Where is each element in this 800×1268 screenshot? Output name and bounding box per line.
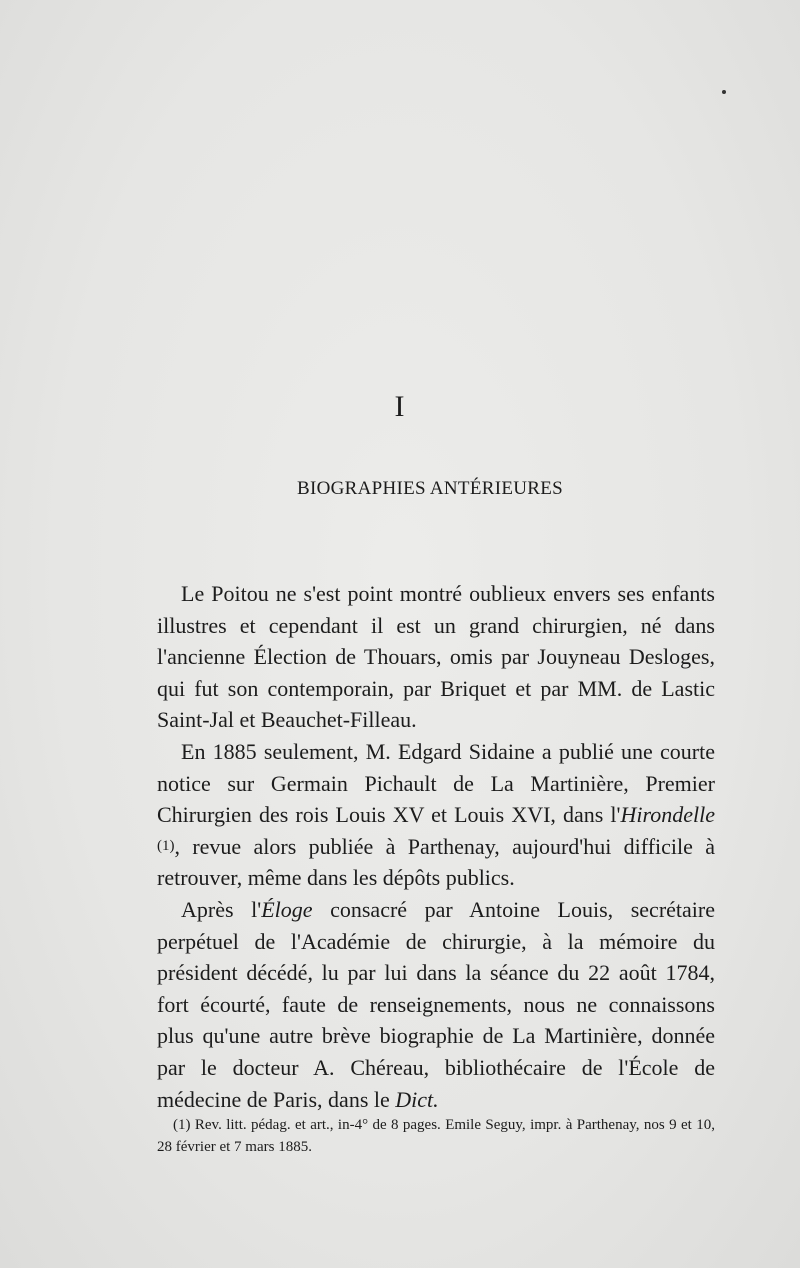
paragraph-2 bbox=[157, 736, 715, 894]
paragraph-3-text-end: consacré par Antoine Louis, secrétaire perpétuel de l'Académie de chirurgie, à la mémoire du président décédé, lu par lui dans la séance du 22 août 1784, fort écourté, faute de renseignements, nous ne connaissons plus qu'une autre brève biographie de La Martinière, donnée par le docteur A. Chéreau, bibliothécaire de l'École de médecine de Paris, dans le bbox=[157, 896, 715, 1112]
chapter-number: I bbox=[394, 390, 406, 423]
footnote-text: (1) Rev. litt. pédag. et art., in-4° de 8 pages. Emile Seguy, impr. à Parthenay, nos 9 et 10, 28 février et 7 mars 1885. bbox=[157, 1117, 715, 1155]
paragraph-3 bbox=[157, 894, 715, 1115]
journal-title: Hirondelle bbox=[620, 802, 715, 828]
ink-speck bbox=[722, 90, 726, 94]
eloge-title: Éloge bbox=[261, 896, 313, 922]
paragraph-1 bbox=[157, 578, 715, 736]
footnote-reference: (1) bbox=[157, 837, 175, 854]
paragraph-3-text-start: Après l' bbox=[181, 896, 262, 922]
chapter-title: BIOGRAPHIES ANTÉRIEURES bbox=[296, 478, 564, 499]
dict-abbreviation: Dict. bbox=[395, 1086, 439, 1112]
paragraph-1-text: Le Poitou ne s'est point montré oublieux envers ses enfants illustres et cependant il est un grand chirurgien, né dans l'ancienne Élection de Thouars, omis par Jouyneau Desloges, qui fut son contemporain, par Briquet et par MM. de Lastic Saint-Jal et Beauchet-Filleau. bbox=[157, 581, 715, 733]
paragraph-2-text-end: , revue alors publiée à Parthenay, aujourd'hui difficile à retrouver, même dans les dépôts publics. bbox=[157, 833, 715, 891]
body-text bbox=[157, 578, 715, 1115]
paragraph-2-text-start: En 1885 seulement, M. Edgard Sidaine a publié une courte notice sur Germain Pichault de La Martinière, Premier Chirurgien des rois Louis XV et Louis XVI, dans l' bbox=[157, 738, 715, 828]
show-through-text bbox=[140, 160, 700, 195]
footnote bbox=[157, 1114, 715, 1158]
